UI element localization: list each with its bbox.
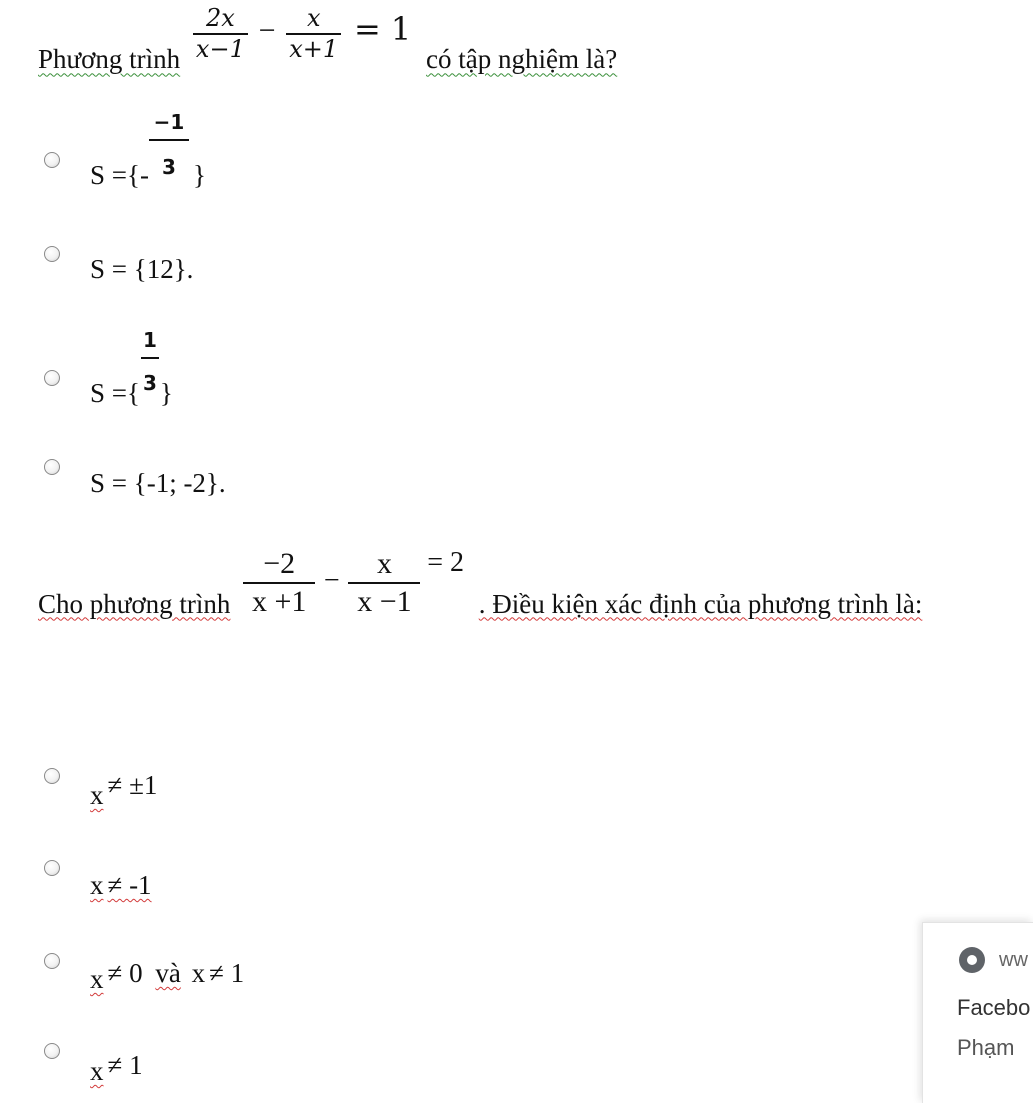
q2-prefix-cho: Cho phương trình [38, 588, 231, 619]
q1-fraction-1: $\frac{2x}{x-1}$ [193, 6, 248, 62]
q1-option-1-radio[interactable] [44, 152, 60, 168]
q1-option-2-radio[interactable] [44, 246, 60, 262]
notification-body: Phạm [957, 1035, 1015, 1060]
q1-option-1-fraction: $\frac{-1}{3}$ [149, 112, 189, 178]
q2-option-3-and: và [155, 958, 181, 988]
notification-title: Facebo [957, 995, 1031, 1020]
q1-option-2[interactable] [90, 254, 193, 285]
q1-option-4[interactable] [90, 468, 226, 499]
q1-option-2-label: S = {12}. [90, 254, 194, 284]
q1-option-3[interactable] [90, 328, 173, 408]
question-2 [38, 548, 922, 617]
q2-option-3-radio[interactable] [44, 953, 60, 969]
q2-option-4-rest: ≠ 1 [107, 1050, 143, 1080]
q1-option-4-radio[interactable] [44, 459, 60, 475]
q2-option-2-rest: ≠ -1 [107, 870, 152, 900]
q1-option-3-radio[interactable] [44, 370, 60, 386]
notification-site: ww [999, 949, 1028, 971]
q1-option-3-label-a: S ={ [90, 378, 140, 408]
q2-option-1-rest: ≠ ±1 [107, 770, 158, 800]
q2-option-4-x: x [90, 1056, 104, 1086]
q1-option-3-fraction: $\frac{1}{3}$ [140, 330, 160, 394]
q2-suffix: . Điều kiện xác định của phương trình là: [478, 588, 923, 619]
q1-rhs: = 1 [353, 10, 412, 49]
q2-option-1-radio[interactable] [44, 768, 60, 784]
q1-suffix: có tập nghiệm là? [426, 44, 618, 75]
question-1 [38, 4, 618, 75]
q2-option-2-x: x [90, 870, 104, 900]
q1-option-1-label-a: S ={- [90, 160, 149, 190]
q2-option-3-x2: x [191, 958, 206, 988]
q2-option-4-radio[interactable] [44, 1043, 60, 1059]
q1-fraction-2: $\frac{x}{x+1}$ [286, 6, 341, 62]
q1-option-3-label-b: } [159, 378, 173, 408]
q2-option-3-x: x [90, 964, 104, 994]
q2-minus: − [323, 564, 340, 596]
chrome-icon [959, 947, 985, 973]
q2-fraction-2: $\frac{x}{x -1}$ [348, 548, 420, 617]
q1-option-1-label-b: } [192, 160, 206, 190]
q2-option-3[interactable] [90, 958, 245, 994]
q2-option-3-rest2: ≠ 1 [209, 958, 245, 988]
q2-option-4[interactable] [90, 1050, 143, 1086]
q2-option-1[interactable] [90, 770, 158, 810]
q1-prefix: Phương trình [38, 44, 181, 75]
q2-option-1-x: x [90, 780, 104, 810]
q2-rhs: = 2 [427, 546, 465, 578]
q2-fraction-1: $\frac{-2}{x +1}$ [243, 548, 315, 617]
q1-minus: − [258, 14, 276, 48]
q2-option-3-rest: ≠ 0 [107, 958, 143, 988]
q2-option-2-radio[interactable] [44, 860, 60, 876]
q1-option-1[interactable] [90, 110, 206, 190]
q1-option-4-label: S = {-1; -2}. [90, 468, 226, 498]
q2-option-2[interactable] [90, 870, 152, 901]
browser-notification-popup[interactable] [922, 922, 1033, 1103]
